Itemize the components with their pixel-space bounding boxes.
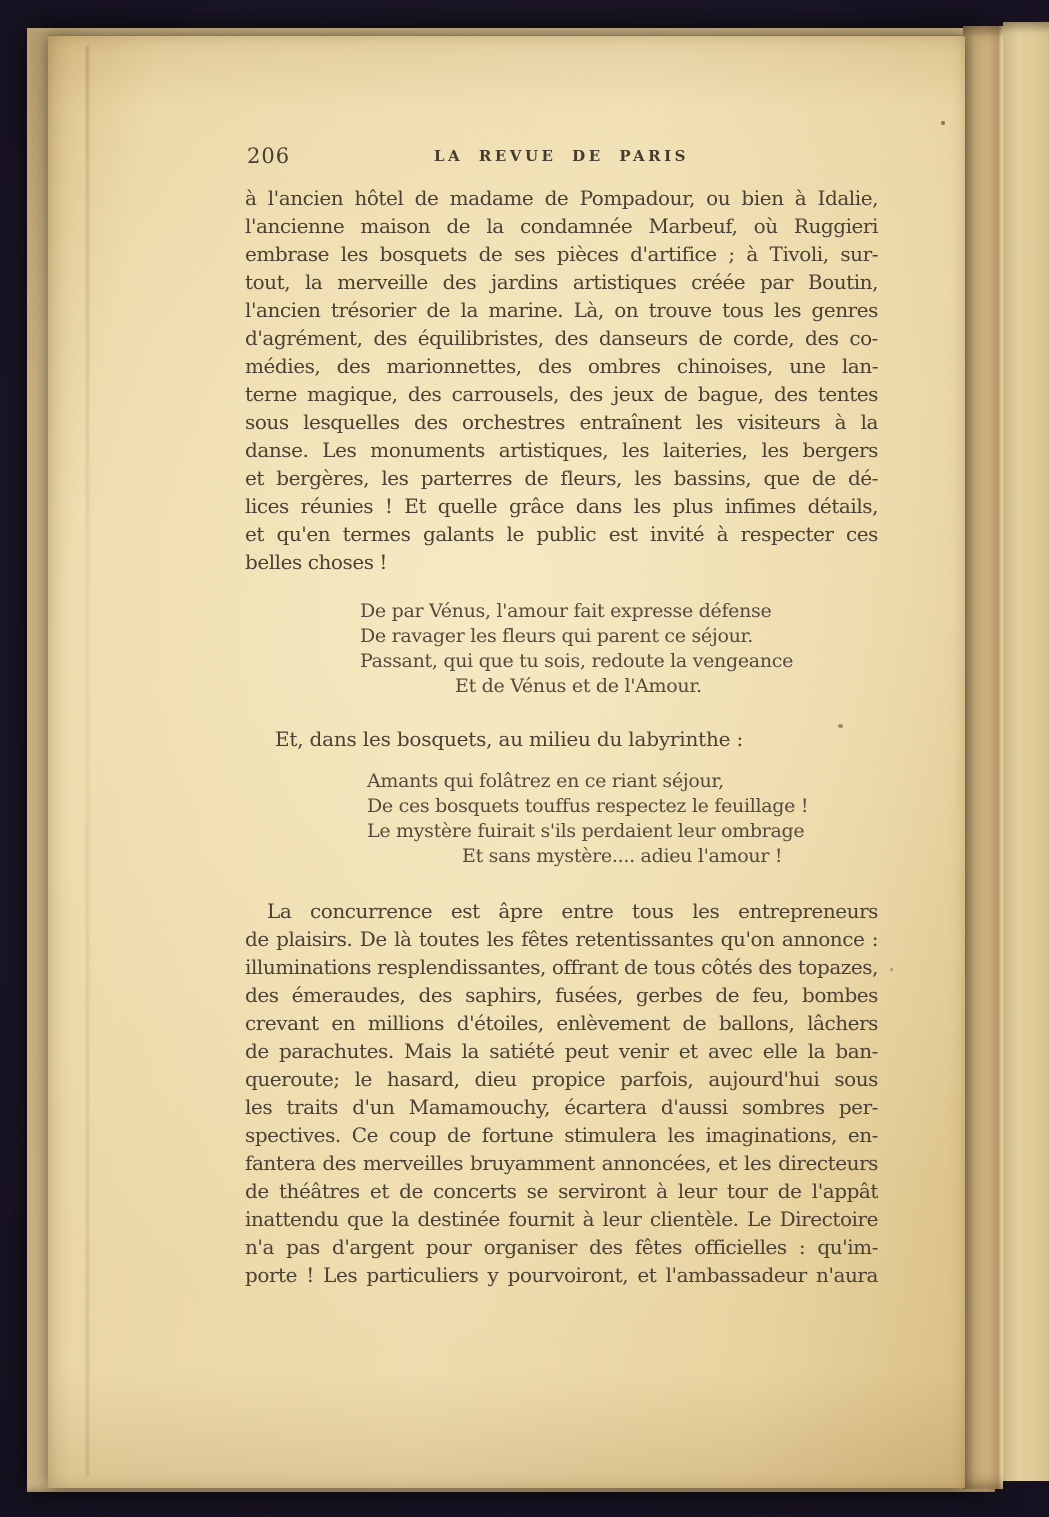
text-line: lices réunies ! Et quelle grâce dans les plus infimes détails, [245,494,878,518]
book-fore-edge [963,26,1003,1489]
text-line: et bergères, les parterres de fleurs, les bassins, que de dé- [245,466,878,490]
text-line: illuminations resplendissantes, offrant de tous côtés des topazes, [245,955,878,979]
text-line: à l'ancien hôtel de madame de Pompadour, ou bien à Idalie, [245,186,878,210]
text-line: danse. Les monuments artistiques, les laiteries, les bergers [245,438,878,462]
verse-quotation-1 [360,599,793,699]
verse-line: De ravager les fleurs qui parent ce séjour. [360,625,753,647]
text-line: porte ! Les particuliers y pourvoiront, et l'ambassadeur n'aura [245,1263,878,1287]
page-number: 206 [247,144,291,168]
running-header [245,142,878,170]
text-line: d'agrément, des équilibristes, des danseurs de corde, des co- [245,326,878,350]
paragraph-last-line: belles choses ! [245,550,388,574]
verse-line: Et de Vénus et de l'Amour. [455,675,702,697]
text-line: queroute; le hasard, dieu propice parfois, aujourd'hui sous [245,1067,878,1091]
text-line: crevant en millions d'étoiles, enlèvement de ballons, lâchers [245,1011,878,1035]
page-crease [86,46,89,1476]
paragraph-continuation [245,184,878,548]
verse-line: De par Vénus, l'amour fait expresse défense [360,600,772,622]
verse-line: Amants qui folâtrez en ce riant séjour, [367,770,724,792]
text-line: de parachutes. Mais la satiété peut venir et avec elle la ban- [245,1039,878,1063]
verse-line: Passant, qui que tu sois, redoute la vengeance [360,650,794,672]
text-line: médies, des marionnettes, des ombres chinoises, une lan- [245,354,878,378]
verse-line: Le mystère fuirait s'ils perdaient leur ombrage [367,820,805,842]
text-line: de plaisirs. De là toutes les fêtes retentissantes qu'on annonce : [245,927,878,951]
journal-title: LA REVUE DE PARIS [434,147,689,165]
verse-line: Et sans mystère.... adieu l'amour ! [462,845,783,867]
paragraph-final [245,897,878,1289]
text-line: l'ancien trésorier de la marine. Là, on trouve tous les genres [245,298,878,322]
paper-speck [838,724,843,728]
text-line: terne magique, des carrousels, des jeux de bague, des tentes [245,382,878,406]
adjacent-page-edge [1003,22,1049,1481]
verse-line: De ces bosquets touffus respectez le feuillage ! [367,795,809,817]
text-line: La concurrence est âpre entre tous les entrepreneurs [267,899,878,923]
interlude-sentence: Et, dans les bosquets, au milieu du labyrinthe : [275,727,744,751]
text-line: fantera des merveilles bruyamment annoncées, et les directeurs [245,1151,878,1175]
text-line: spectives. Ce coup de fortune stimulera les imaginations, en- [245,1123,878,1147]
text-line: embrase les bosquets de ses pièces d'artifice ; à Tivoli, sur- [245,242,878,266]
text-line: et qu'en termes galants le public est invité à respecter ces [245,522,878,546]
text-line: de théâtres et de concerts se serviront à leur tour de l'appât [245,1179,878,1203]
text-line: les traits d'un Mamamouchy, écartera d'aussi sombres per- [245,1095,878,1119]
text-line: tout, la merveille des jardins artistiques créée par Boutin, [245,270,878,294]
text-line: n'a pas d'argent pour organiser des fêtes officielles : qu'im- [245,1235,878,1259]
text-line: inattendu que la destinée fournit à leur clientèle. Le Directoire [245,1207,878,1231]
text-line: l'ancienne maison de la condamnée Marbeuf, où Ruggieri [245,214,878,238]
book-page [48,35,965,1488]
text-line: sous lesquelles des orchestres entraînent les visiteurs à la [245,410,878,434]
verse-quotation-2 [367,769,808,869]
paper-speck [890,968,893,971]
text-line: des émeraudes, des saphirs, fusées, gerbes de feu, bombes [245,983,878,1007]
paper-speck [941,121,945,125]
